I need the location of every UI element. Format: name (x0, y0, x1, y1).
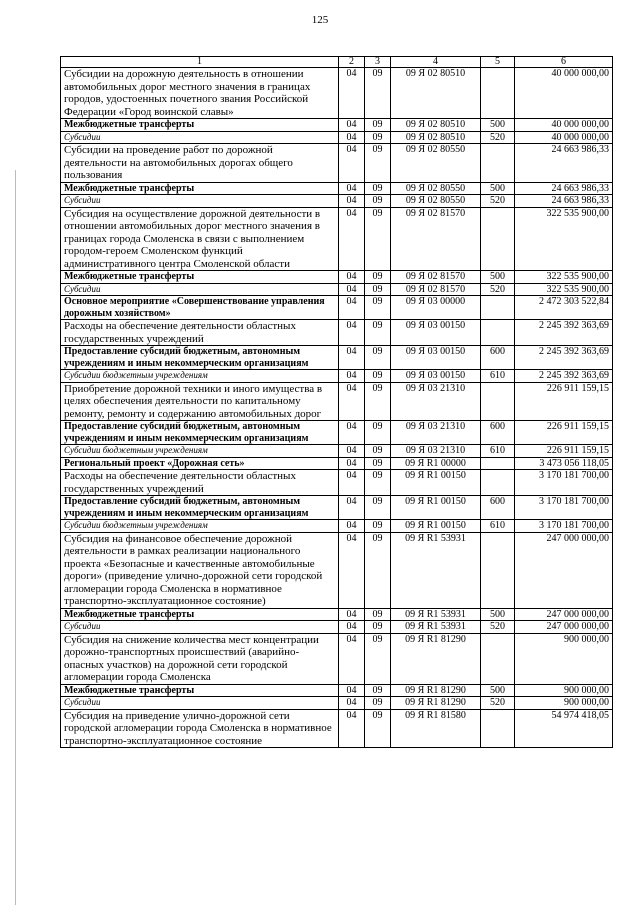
column-header: 2 (339, 57, 365, 68)
subsection-cell: 09 (365, 382, 391, 421)
table-row (61, 296, 613, 320)
item-name-cell: Региональный проект «Дорожная сеть» (61, 457, 339, 470)
expense-type-cell: 500 (481, 684, 515, 697)
subsection-cell: 09 (365, 207, 391, 271)
table-row (61, 445, 613, 458)
item-name-cell: Субсидии (61, 697, 339, 710)
table-row (61, 320, 613, 346)
section-cell: 04 (339, 68, 365, 119)
section-cell: 04 (339, 182, 365, 195)
amount-cell: 900 000,00 (515, 697, 613, 710)
section-cell: 04 (339, 709, 365, 748)
item-name-cell: Межбюджетные трансферты (61, 608, 339, 621)
item-name-cell: Предоставление субсидий бюджетным, автономным учреждениям и иным некоммерческим организациям (61, 421, 339, 445)
amount-cell: 24 663 986,33 (515, 182, 613, 195)
item-name-cell: Субсидия на снижение количества мест концентрации дорожно-транспортных происшествий (аварийно-опасных участков) на дорожной сети городской агломерации города Смоленска (61, 633, 339, 684)
table-row (61, 207, 613, 271)
amount-cell: 3 473 056 118,05 (515, 457, 613, 470)
amount-cell: 322 535 900,00 (515, 283, 613, 296)
subsection-cell: 09 (365, 445, 391, 458)
target-article-cell: 09 Я R1 00000 (391, 457, 481, 470)
table-row (61, 195, 613, 208)
section-cell: 04 (339, 296, 365, 320)
section-cell: 04 (339, 346, 365, 370)
target-article-cell: 09 Я 02 80550 (391, 195, 481, 208)
expense-type-cell: 610 (481, 520, 515, 533)
item-name-cell: Субсидии (61, 621, 339, 634)
table-row (61, 421, 613, 445)
expense-type-cell: 500 (481, 119, 515, 132)
subsection-cell: 09 (365, 271, 391, 284)
expense-type-cell (481, 633, 515, 684)
section-cell: 04 (339, 320, 365, 346)
amount-cell: 54 974 418,05 (515, 709, 613, 748)
target-article-cell: 09 Я 02 81570 (391, 283, 481, 296)
amount-cell: 3 170 181 700,00 (515, 470, 613, 496)
section-cell: 04 (339, 520, 365, 533)
amount-cell: 226 911 159,15 (515, 421, 613, 445)
section-cell: 04 (339, 445, 365, 458)
subsection-cell: 09 (365, 496, 391, 520)
section-cell: 04 (339, 457, 365, 470)
target-article-cell: 09 Я 03 00000 (391, 296, 481, 320)
item-name-cell: Субсидии (61, 283, 339, 296)
section-cell: 04 (339, 382, 365, 421)
section-cell: 04 (339, 697, 365, 710)
target-article-cell: 09 Я 03 21310 (391, 382, 481, 421)
amount-cell: 2 245 392 363,69 (515, 346, 613, 370)
item-name-cell: Субсидии (61, 195, 339, 208)
target-article-cell: 09 Я 02 80510 (391, 131, 481, 144)
section-cell: 04 (339, 144, 365, 183)
subsection-cell: 09 (365, 520, 391, 533)
section-cell: 04 (339, 621, 365, 634)
table-row (61, 684, 613, 697)
amount-cell: 322 535 900,00 (515, 207, 613, 271)
item-name-cell: Межбюджетные трансферты (61, 182, 339, 195)
column-header: 4 (391, 57, 481, 68)
section-cell: 04 (339, 470, 365, 496)
target-article-cell: 09 Я 02 80510 (391, 119, 481, 132)
target-article-cell: 09 Я R1 00150 (391, 520, 481, 533)
table-row (61, 382, 613, 421)
expense-type-cell: 500 (481, 182, 515, 195)
item-name-cell: Субсидии бюджетным учреждениям (61, 370, 339, 383)
section-cell: 04 (339, 131, 365, 144)
target-article-cell: 09 Я R1 81580 (391, 709, 481, 748)
section-cell: 04 (339, 370, 365, 383)
subsection-cell: 09 (365, 457, 391, 470)
subsection-cell: 09 (365, 532, 391, 608)
subsection-cell: 09 (365, 709, 391, 748)
table-row (61, 131, 613, 144)
table-row (61, 119, 613, 132)
column-number-header (61, 57, 613, 68)
target-article-cell: 09 Я 02 80550 (391, 182, 481, 195)
item-name-cell: Межбюджетные трансферты (61, 271, 339, 284)
amount-cell: 3 170 181 700,00 (515, 520, 613, 533)
target-article-cell: 09 Я 03 00150 (391, 346, 481, 370)
subsection-cell: 09 (365, 68, 391, 119)
item-name-cell: Субсидии на проведение работ по дорожной деятельности на автомобильных дорогах общего пользования (61, 144, 339, 183)
section-cell: 04 (339, 119, 365, 132)
scan-edge-line (15, 170, 16, 905)
expense-type-cell: 520 (481, 283, 515, 296)
table-body (61, 68, 613, 748)
subsection-cell: 09 (365, 119, 391, 132)
target-article-cell: 09 Я 02 80510 (391, 68, 481, 119)
column-header: 3 (365, 57, 391, 68)
target-article-cell: 09 Я 02 81570 (391, 207, 481, 271)
target-article-cell: 09 Я 03 21310 (391, 421, 481, 445)
page-number: 125 (311, 14, 329, 26)
expense-type-cell: 610 (481, 445, 515, 458)
subsection-cell: 09 (365, 195, 391, 208)
subsection-cell: 09 (365, 633, 391, 684)
target-article-cell: 09 Я R1 00150 (391, 496, 481, 520)
table-row (61, 283, 613, 296)
column-header: 1 (61, 57, 339, 68)
expense-type-cell (481, 320, 515, 346)
item-name-cell: Расходы на обеспечение деятельности областных государственных учреждений (61, 320, 339, 346)
expense-type-cell: 520 (481, 131, 515, 144)
expense-type-cell: 520 (481, 621, 515, 634)
amount-cell: 900 000,00 (515, 684, 613, 697)
expense-type-cell: 610 (481, 370, 515, 383)
table-row (61, 370, 613, 383)
table-row (61, 496, 613, 520)
table-row (61, 621, 613, 634)
table-row (61, 470, 613, 496)
amount-cell: 40 000 000,00 (515, 131, 613, 144)
amount-cell: 40 000 000,00 (515, 119, 613, 132)
amount-cell: 900 000,00 (515, 633, 613, 684)
amount-cell: 40 000 000,00 (515, 68, 613, 119)
table-row (61, 457, 613, 470)
amount-cell: 3 170 181 700,00 (515, 496, 613, 520)
subsection-cell: 09 (365, 684, 391, 697)
item-name-cell: Предоставление субсидий бюджетным, автономным учреждениям и иным некоммерческим организациям (61, 496, 339, 520)
subsection-cell: 09 (365, 608, 391, 621)
subsection-cell: 09 (365, 283, 391, 296)
item-name-cell: Субсидия на финансовое обеспечение дорожной деятельности в рамках реализации национального проекта «Безопасные и качественные автомобильные дороги» (приведение улично-дорожной сети городской агломерации города Смоленска в нормативное транспортно-эксплуатационное состояние) (61, 532, 339, 608)
expense-type-cell (481, 709, 515, 748)
target-article-cell: 09 Я R1 81290 (391, 633, 481, 684)
table-row (61, 144, 613, 183)
expense-type-cell: 600 (481, 346, 515, 370)
section-cell: 04 (339, 207, 365, 271)
section-cell: 04 (339, 496, 365, 520)
table-row (61, 709, 613, 748)
target-article-cell: 09 Я 03 00150 (391, 370, 481, 383)
table-row (61, 520, 613, 533)
subsection-cell: 09 (365, 346, 391, 370)
amount-cell: 247 000 000,00 (515, 608, 613, 621)
expense-type-cell: 520 (481, 697, 515, 710)
section-cell: 04 (339, 684, 365, 697)
budget-table (60, 56, 613, 748)
expense-type-cell: 500 (481, 271, 515, 284)
target-article-cell: 09 Я 03 21310 (391, 445, 481, 458)
target-article-cell: 09 Я 02 81570 (391, 271, 481, 284)
table-row (61, 182, 613, 195)
expense-type-cell (481, 207, 515, 271)
amount-cell: 226 911 159,15 (515, 445, 613, 458)
section-cell: 04 (339, 283, 365, 296)
subsection-cell: 09 (365, 370, 391, 383)
item-name-cell: Расходы на обеспечение деятельности областных государственных учреждений (61, 470, 339, 496)
subsection-cell: 09 (365, 697, 391, 710)
item-name-cell: Субсидия на приведение улично-дорожной сети городской агломерации города Смоленска в нормативное транспортно-эксплуатационное состояние (61, 709, 339, 748)
amount-cell: 2 472 303 522,84 (515, 296, 613, 320)
table-row (61, 633, 613, 684)
column-header: 6 (515, 57, 613, 68)
target-article-cell: 09 Я R1 00150 (391, 470, 481, 496)
expense-type-cell (481, 457, 515, 470)
section-cell: 04 (339, 633, 365, 684)
table-row (61, 271, 613, 284)
amount-cell: 24 663 986,33 (515, 195, 613, 208)
item-name-cell: Межбюджетные трансферты (61, 119, 339, 132)
item-name-cell: Субсидии (61, 131, 339, 144)
expense-type-cell (481, 144, 515, 183)
item-name-cell: Субсидии бюджетным учреждениям (61, 520, 339, 533)
subsection-cell: 09 (365, 182, 391, 195)
target-article-cell: 09 Я R1 53931 (391, 621, 481, 634)
subsection-cell: 09 (365, 131, 391, 144)
target-article-cell: 09 Я 02 80550 (391, 144, 481, 183)
table-row (61, 68, 613, 119)
subsection-cell: 09 (365, 320, 391, 346)
item-name-cell: Приобретение дорожной техники и иного имущества в целях обеспечения деятельности по капитальному ремонту, ремонту и содержанию автомобильных дорог (61, 382, 339, 421)
table-row (61, 346, 613, 370)
amount-cell: 247 000 000,00 (515, 532, 613, 608)
table-row (61, 697, 613, 710)
expense-type-cell: 500 (481, 608, 515, 621)
expense-type-cell (481, 470, 515, 496)
item-name-cell: Субсидии на дорожную деятельность в отношении автомобильных дорог местного значения в границах городов, удостоенных почетного звания Российской Федерации «Город воинской славы» (61, 68, 339, 119)
section-cell: 04 (339, 532, 365, 608)
expense-type-cell (481, 532, 515, 608)
amount-cell: 247 000 000,00 (515, 621, 613, 634)
item-name-cell: Предоставление субсидий бюджетным, автономным учреждениям и иным некоммерческим организациям (61, 346, 339, 370)
section-cell: 04 (339, 271, 365, 284)
table-row (61, 532, 613, 608)
amount-cell: 24 663 986,33 (515, 144, 613, 183)
subsection-cell: 09 (365, 421, 391, 445)
item-name-cell: Субсидии бюджетным учреждениям (61, 445, 339, 458)
expense-type-cell (481, 68, 515, 119)
target-article-cell: 09 Я R1 53931 (391, 532, 481, 608)
expense-type-cell: 600 (481, 496, 515, 520)
expense-type-cell (481, 382, 515, 421)
section-cell: 04 (339, 421, 365, 445)
target-article-cell: 09 Я R1 53931 (391, 608, 481, 621)
expense-type-cell (481, 296, 515, 320)
expense-type-cell: 600 (481, 421, 515, 445)
table-row (61, 608, 613, 621)
expense-type-cell: 520 (481, 195, 515, 208)
amount-cell: 322 535 900,00 (515, 271, 613, 284)
amount-cell: 226 911 159,15 (515, 382, 613, 421)
target-article-cell: 09 Я R1 81290 (391, 697, 481, 710)
amount-cell: 2 245 392 363,69 (515, 370, 613, 383)
subsection-cell: 09 (365, 296, 391, 320)
section-cell: 04 (339, 608, 365, 621)
subsection-cell: 09 (365, 621, 391, 634)
column-header: 5 (481, 57, 515, 68)
target-article-cell: 09 Я 03 00150 (391, 320, 481, 346)
target-article-cell: 09 Я R1 81290 (391, 684, 481, 697)
item-name-cell: Межбюджетные трансферты (61, 684, 339, 697)
item-name-cell: Субсидия на осуществление дорожной деятельности в отношении автомобильных дорог местного значения в границах города Смоленска в связи с выполнением городом-героем Смоленском функций административного центра Смоленской области (61, 207, 339, 271)
subsection-cell: 09 (365, 144, 391, 183)
subsection-cell: 09 (365, 470, 391, 496)
item-name-cell: Основное мероприятие «Совершенствование управления дорожным хозяйством» (61, 296, 339, 320)
amount-cell: 2 245 392 363,69 (515, 320, 613, 346)
section-cell: 04 (339, 195, 365, 208)
